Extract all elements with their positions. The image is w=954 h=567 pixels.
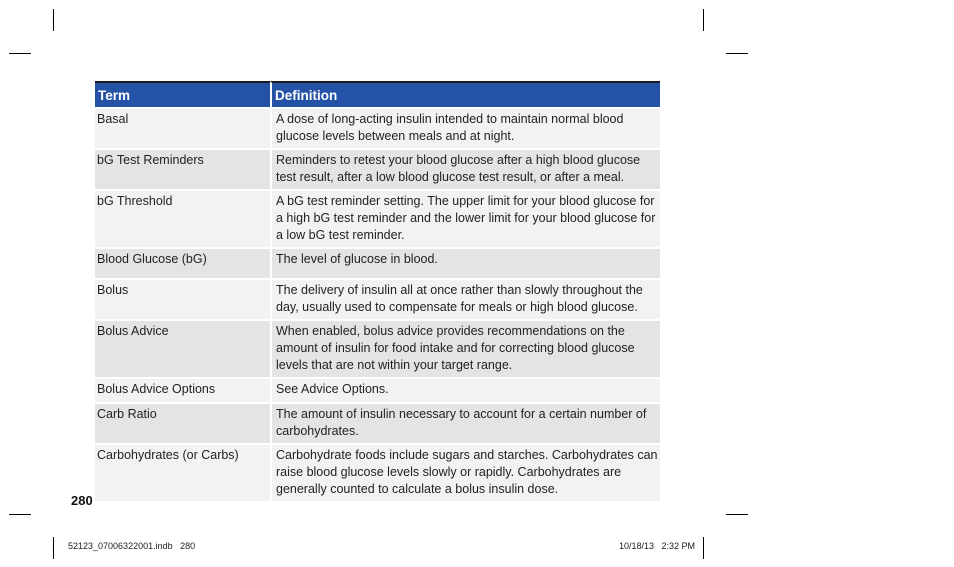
table-row (95, 402, 660, 443)
table-row (95, 247, 660, 278)
term-cell: bG Test Reminders (95, 148, 270, 189)
table-row (95, 148, 660, 189)
print-slug-file: 52123_07006322001.indb 280 (68, 541, 196, 551)
crop-mark (53, 537, 54, 559)
definition-cell: A dose of long-acting insulin intended to maintain normal blood glucose levels between meals and at night. (270, 107, 660, 148)
table-row (95, 319, 660, 377)
print-slug-date: 10/18/13 2:32 PM (619, 541, 696, 551)
crop-mark (726, 514, 748, 515)
table-row (95, 377, 660, 402)
term-cell: Blood Glucose (bG) (95, 247, 270, 278)
term-cell: Bolus Advice Options (95, 377, 270, 402)
term-cell: bG Threshold (95, 189, 270, 247)
crop-mark (53, 9, 54, 31)
crop-mark (703, 537, 704, 559)
definition-cell: See Advice Options. (270, 377, 660, 402)
table-row (95, 278, 660, 319)
definition-cell: When enabled, bolus advice provides recommendations on the amount of insulin for food intake and for correcting blood glucose levels that are not within your target range. (270, 319, 660, 377)
crop-mark (703, 9, 704, 31)
term-cell: Basal (95, 107, 270, 148)
term-cell: Bolus Advice (95, 319, 270, 377)
term-cell: Carbohydrates (or Carbs) (95, 443, 270, 501)
term-cell: Bolus (95, 278, 270, 319)
table-row (95, 189, 660, 247)
definition-cell: Reminders to retest your blood glucose after a high blood glucose test result, after a low blood glucose test result, or after a meal. (270, 148, 660, 189)
definition-cell: The level of glucose in blood. (270, 247, 660, 278)
table-row (95, 107, 660, 148)
crop-mark (726, 53, 748, 54)
term-cell: Carb Ratio (95, 402, 270, 443)
column-header-definition: Definition (270, 81, 660, 107)
table-row (95, 443, 660, 501)
definition-cell: The delivery of insulin all at once rather than slowly throughout the day, usually used to compensate for meals or high blood glucose. (270, 278, 660, 319)
table-header-row (95, 81, 660, 107)
definition-cell: The amount of insulin necessary to account for a certain number of carbohydrates. (270, 402, 660, 443)
definition-cell: A bG test reminder setting. The upper limit for your blood glucose for a high bG test reminder and the lower limit for your blood glucose for a low bG test reminder. (270, 189, 660, 247)
definition-cell: Carbohydrate foods include sugars and starches. Carbohydrates can raise blood glucose levels slowly or rapidly. Carbohydrates are generally counted to calculate a bolus insulin dose. (270, 443, 660, 501)
column-header-term: Term (95, 81, 270, 107)
page-number: 280 (71, 493, 93, 508)
crop-mark (9, 53, 31, 54)
glossary-table (95, 81, 660, 501)
crop-mark (9, 514, 31, 515)
